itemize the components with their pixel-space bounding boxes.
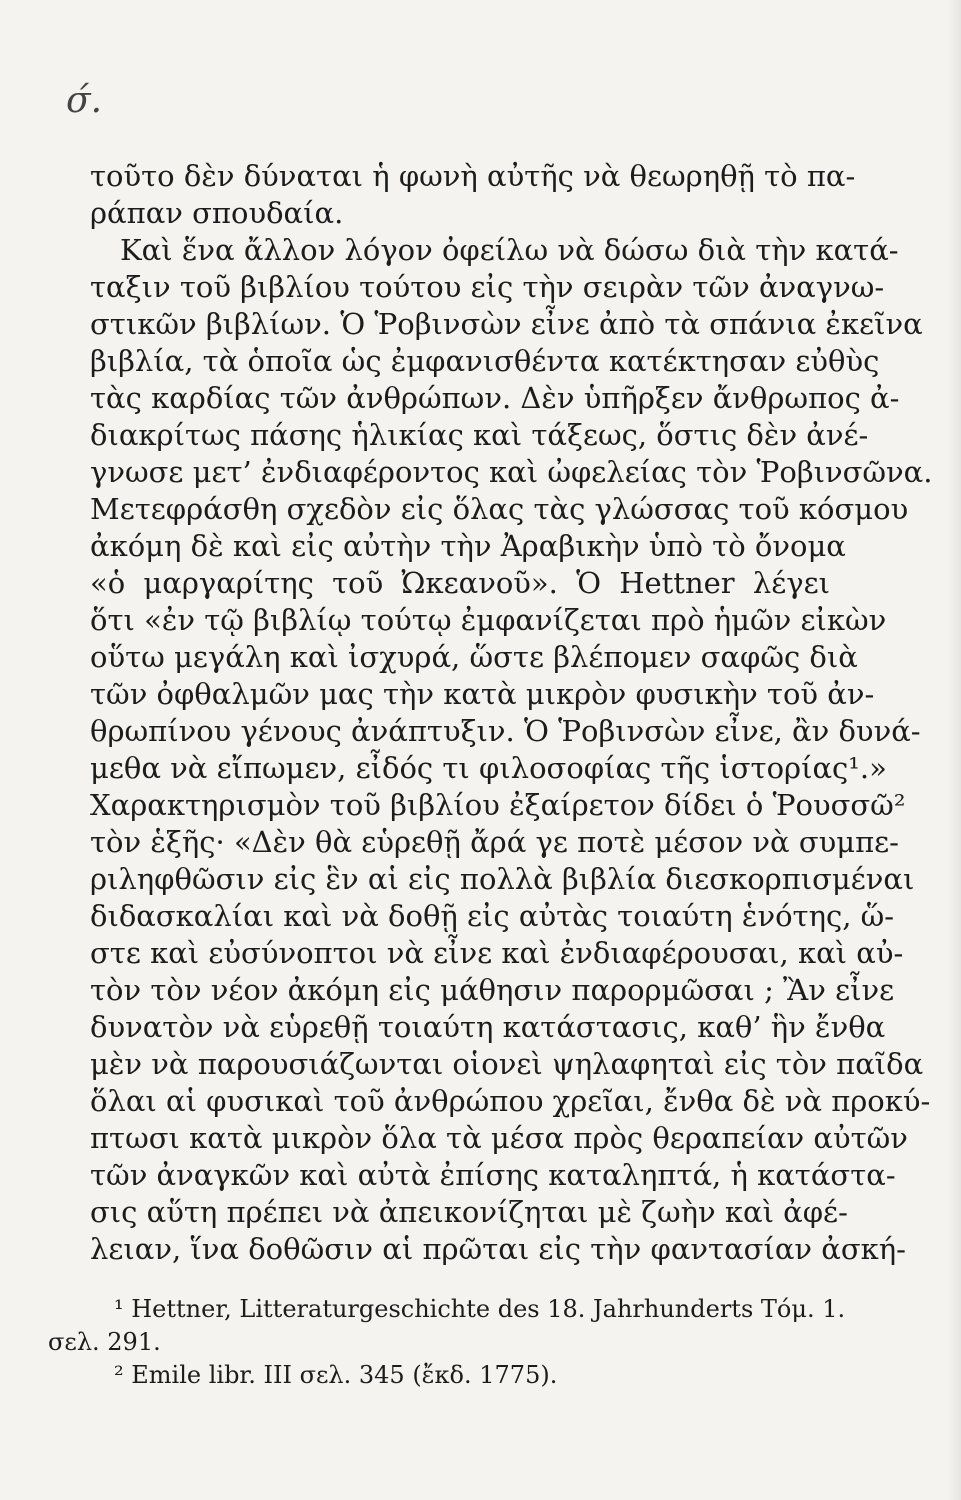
text-line: θρωπίνου γένους ἀνάπτυξιν. Ὁ Ῥοβινσὼν εἶνε, ἂν δυνά- [90,714,921,748]
text-line: γνωσε μετ’ ἐνδιαφέροντος καὶ ὠφελείας τὸν Ῥοβινσῶνα. [90,455,933,489]
text-line: οὕτω μεγάλη καὶ ἰσχυρά, ὥστε βλέπομεν σαφῶς διὰ [90,640,858,674]
text-line: διακρίτως πάσης ἡλικίας καὶ τάξεως, ὅστις δὲν ἀνέ- [90,418,869,452]
text-line: λειαν, ἵνα δοθῶσιν αἱ πρῶται εἰς τὴν φαντασίαν ἀσκή- [90,1232,906,1266]
text-line: τῶν ὀφθαλμῶν μας τὴν κατὰ μικρὸν φυσικὴν τοῦ ἀν- [90,677,875,711]
body-text [90,158,933,1268]
text-line: διδασκαλίαι καὶ νὰ δοθῇ εἰς αὐτὰς τοιαύτη ἑνότης, ὥ- [90,899,895,933]
text-line: τῶν ἀναγκῶν καὶ αὐτὰ ἐπίσης καταληπτά, ἡ κατάστα- [90,1158,896,1192]
signature-mark: σ́. [66,80,103,121]
text-line: μεθα νὰ εἴπωμεν, εἶδός τι φιλοσοφίας τῆς ἱστορίας¹.» [90,751,887,785]
text-line: Μετεφράσθη σχεδὸν εἰς ὅλας τὰς γλώσσας τοῦ κόσμου [90,492,909,526]
text-line: ράπαν σπουδαία. [90,196,344,230]
text-line: στικῶν βιβλίων. Ὁ Ῥοβινσὼν εἶνε ἀπὸ τὰ σπάνια ἐκεῖνα [90,307,923,341]
page-edge-shadow [947,0,961,1500]
footnotes [48,1293,846,1392]
text-line: τὸν ἑξῆς· «Δὲν θὰ εὑρεθῇ ἄρά γε ποτὲ μέσον νὰ συμπε- [90,825,899,859]
footnote-1-continuation: σελ. 291. [48,1328,161,1356]
text-line: πτωσι κατὰ μικρὸν ὅλα τὰ μέσα πρὸς θεραπείαν αὐτῶν [90,1121,908,1155]
text-line: ταξιν τοῦ βιβλίου τούτου εἰς τὴν σειρὰν τῶν ἀναγνω- [90,270,885,304]
text-line: ριληφθῶσιν εἰς ἓν αἱ εἰς πολλὰ βιβλία διεσκορπισμέναι [90,862,915,896]
text-line: βιβλία, τὰ ὁποῖα ὡς ἐμφανισθέντα κατέκτησαν εὐθὺς [90,344,880,378]
text-line: στε καὶ εὐσύνοπτοι νὰ εἶνε καὶ ἐνδιαφέρουσαι, καὶ αὐ- [90,936,904,970]
text-line: μὲν νὰ παρουσιάζωνται οἱονεὶ ψηλαφηταὶ εἰς τὸν παῖδα [90,1047,924,1081]
text-line: σις αὕτη πρέπει νὰ ἀπεικονίζηται μὲ ζωὴν καὶ ἀφέ- [90,1195,848,1229]
text-line: τὰς καρδίας τῶν ἀνθρώπων. Δὲν ὑπῆρξεν ἄνθρωπος ἀ- [90,381,900,415]
text-line: ὅλαι αἱ φυσικαὶ τοῦ ἀνθρώπου χρεῖαι, ἔνθα δὲ νὰ προκύ- [90,1084,931,1118]
text-line: ἀκόμη δὲ καὶ εἰς αὐτὴν τὴν Ἀραβικὴν ὑπὸ τὸ ὄνομα [90,529,846,563]
text-line: τοῦτο δὲν δύναται ἡ φωνὴ αὐτῆς νὰ θεωρηθῇ τὸ πα- [90,159,856,193]
text-line: Χαρακτηρισμὸν τοῦ βιβλίου ἐξαίρετον δίδει ὁ Ῥουσσῶ² [90,788,906,822]
text-line: τὸν τὸν νέον ἀκόμη εἰς μάθησιν παρορμῶσαι ; Ἂν εἶνε [90,973,895,1007]
text-line: δυνατὸν νὰ εὑρεθῇ τοιαύτη κατάστασις, καθ’ ἣν ἔνθα [90,1010,886,1044]
text-line: Καὶ ἕνα ἄλλον λόγον ὀφείλω νὰ δώσω διὰ τὴν κατά- [120,233,899,267]
footnote-1: ¹ Hettner, Litteraturgeschichte des 18. Jahrhunderts Τόμ. 1. [114,1295,846,1323]
text-line: ὅτι «ἐν τῷ βιβλίῳ τούτῳ ἐμφανίζεται πρὸ ἡμῶν εἰκὼν [90,603,887,637]
footnote-2: ² Emile libr. III σελ. 345 (ἔκδ. 1775). [114,1361,558,1389]
text-line: «ὁ μαργαρίτης τοῦ Ὠκεανοῦ». Ὁ Hettner λέγει [90,566,830,600]
